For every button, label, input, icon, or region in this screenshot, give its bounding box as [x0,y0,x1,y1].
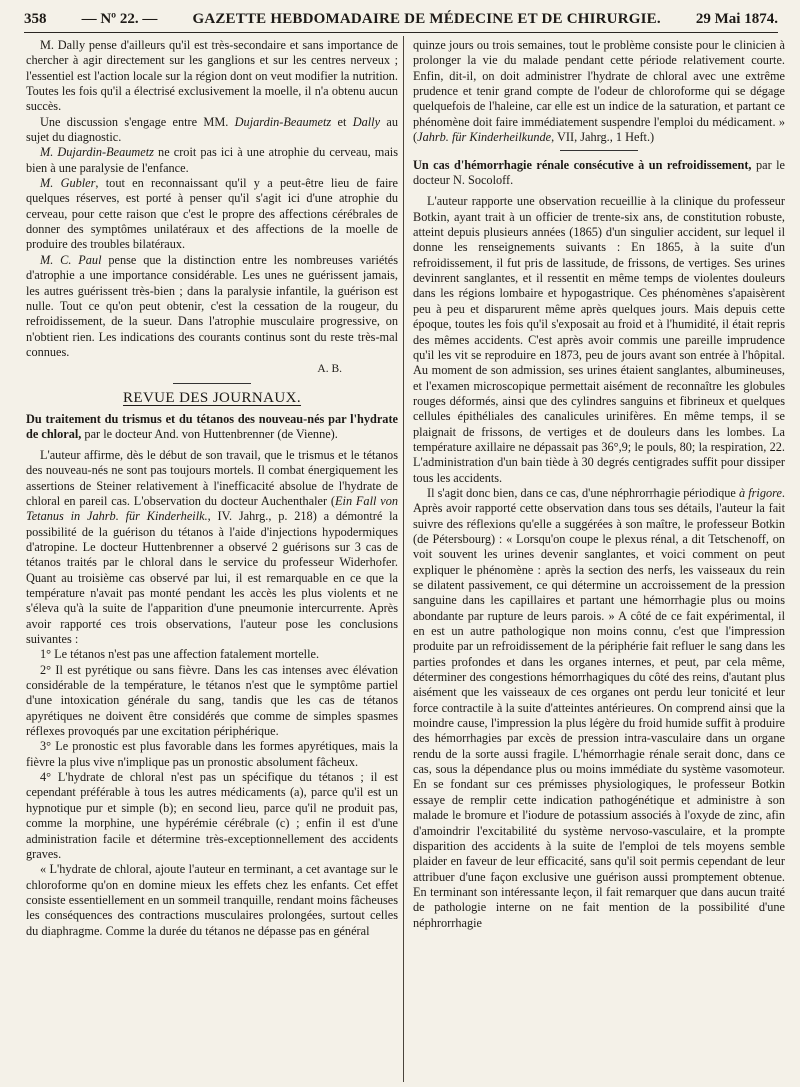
article-divider [560,150,638,151]
right-column [413,38,785,931]
paragraph: Il s'agit donc bien, dans ce cas, d'une néphrorrhagie périodique à frigore. Après avoir rapporté cette observation dans tous ses détails, l'auteur la fait suivre des réflexions qu'elle a suggérées à son maître, le professeur Botkin (de Pétersbourg) : « Lorsqu'on coupe le plexus rénal, a dit Tetschenoff, on voit souvent les urines devenir sanglantes, et voici comment on peut expliquer le phénomène : après la section des nerfs, les vaisseaux du rein se dilatent passivement, ce qui détermine un accroissement de la pression sanguine dans les capillaires et partant une hémorrhagie plus ou moins abondante par rupture de leurs parois. » A côté de ce fait expérimental, il en est un autre pathologique non moins connu, c'est que l'impression produite par un refroidissement de la périphérie fait refluer le sang dans les parties profondes et dans les organes internes, et peut, par cela même, déterminer des congestions hémorrhagiques du côté des reins, d'autant plus aisément que les vaisseaux de ces organes ont perdu leur tonicité et leur force contractile à la suite d'atteintes antérieures. On comprend ainsi que la moindre cause, l'impression la plus légère du froid humide suffit à produire des hémorrhagies par excès de pression intra-vasculaire dans un organe rendu de la sorte aussi fragile. L'hémorrhagie rénale serait donc, dans ce cas, sous la dépendance plus ou moins immédiate du système vasomoteur. En se fondant sur ces prémisses physiologiques, le professeur Botkin essaye de remplir cette indication pathogénétique et administre à son malade le bromure et l'iodure de potassium associés à l'oxyde de zinc, afin d'amoindrir l'excitabilité du système nervoso-vasculaire, et la prompte disparition des accidents à la suite de l'emploi de tels moyens semble plaider en faveur de leur efficacité, sans qu'il soit permis cependant de leur attribuer d'une façon exclusive une guérison aussi promptement obtenue. En terminant son intéressante leçon, il fait remarquer que dans aucun traité de pathologie interne on ne fait mention de la possibilité d'une néphrorrhagie [413,485,785,930]
conclusion-item: 2° Il est pyrétique ou sans fièvre. Dans les cas intenses avec élévation considérable de la température, le tétanos n'est que le symptôme partiel d'une intoxication générale du sang, tandis que les cas de tétanos apyrétiques ne doivent être considérés que comme de simples spasmes réflexes provoqués par une excitation périphérique. [26,662,398,739]
section-title: REVUE DES JOURNAUX. [122,389,302,406]
journal-title: GAZETTE HEBDOMADAIRE DE MÉDECINE ET DE CHIRURGIE. [192,10,661,27]
paragraph: M. Dujardin-Beaumetz ne croit pas ici à une atrophie du cerveau, mais bien à une paralysie de l'enfance. [26,145,398,175]
paragraph: L'auteur rapporte une observation recueillie à la clinique du professeur Botkin, ayant trait à un officier de trente-six ans, de constitution robuste, atteint depuis plusieurs années (1865) d'un singulier accident, sur lequel il donne les renseignements suivants : En 1865, à la suite d'un refroidissement, il fut pris de lassitude, de frissons, de vertiges. Ses urines devinrent sanglantes, et il ressentit en même temps de violentes douleurs dans les régions lombaire et hypogastrique. Ces phénomènes s'apaisèrent peu à peu et disparurent même après quelques jours. Mais depuis cette époque, toutes les fois qu'il s'exposait au froid et à l'humidité, il était repris des mêmes accidents. C'est après avoir commis une pareille imprudence qu'il les vit se reproduire en 1873, peu de jours avant son entrée à l'hôpital. Au moment de son admission, ses urines étaient sanglantes, albumineuses, et l'examen microscopique permettait aisément de reconnaître les globules rouges déformés, ainsi que des cylindres sanguins et fibrineux et quelques cellules épithéliales des canalicules urinifères. En même temps, il se plaignait de frissons, de vertiges et de douleurs dans les lombes. La température axillaire ne dépassait pas 36°,9; le pouls, 80; la respiration, 22. L'administration d'un bain tiède à 30 degrés centigrades suffit pour dissiper tous les accidents. [413,194,785,485]
paragraph: L'auteur affirme, dès le début de son travail, que le trismus et le tétanos des nouveau-nés ne sont pas toujours mortels. Il combat énergiquement les assertions de Steiner relativement à l'inefficacité absolue de l'hydrate de chloral en pareil cas. L'observation du docteur Auchenthaler (Ein Fall von Tetanus in Jahrb. für Kinderheilk., IV. Jahrg., p. 218) a démontré la possibilité de la guérison du tétanos à l'aide d'injections hypodermiques d'atropine. Le docteur Huttenbrenner a observé 2 guérisons sur 3 cas de tétanos traités par le chloral dans le service du professeur Widerhofer. Quant au troisième cas observé par lui, il est remarquable en ce que la température n'avait pas monté pendant les accès les plus violents et ne s'éleva qu'à la suite de l'apparition d'une pneumonie intercurrente. Après avoir rapporté ces trois observations, l'auteur pose les conclusions suivantes : [26,447,399,647]
paragraph: quinze jours ou trois semaines, tout le problème consiste pour le clinicien à prolonger la vie du malade pendant cette période relativement courte. Enfin, dit-il, on doit administrer l'hydrate de chloral avec une extrême prudence et tenir grand compte de l'odeur de chloroforme qui se dégage quelquefois de l'haleine, car elle est un indice de la saturation, et partant ce phénomène doit faire immédiatement suspendre l'emploi du médicament. » (Jahrb. für Kinderheilkunde, VII, Jahrg., 1 Heft.) [413,38,785,145]
paragraph: Une discussion s'engage entre MM. Dujardin-Beaumetz et Dally au sujet du diagnostic. [26,114,398,145]
column-divider [403,36,404,1082]
paragraph: M. C. Paul pense que la distinction entre les nombreuses variétés d'atrophie a une importance considérable. Les unes ne guérissent jamais, les autres guérissent très-bien ; dans la paralysie infantile, la guérison est nulle. Tout ce qu'on peut obtenir, c'est la cessation de la rougeur, du refroidissement, de la sueur. Dans l'atrophie musculaire progressive, on n'obtient rien. Les indications des courants continus sont du reste très-mal connues. [26,252,399,359]
conclusion-item: 3° Le pronostic est plus favorable dans les formes apyrétiques, mais la fièvre la plus vive n'implique pas un pronostic absolument fâcheux. [26,739,398,769]
issue-number: — Nº 22. — [81,10,158,27]
issue-date: 29 Mai 1874. [695,10,778,27]
left-column [26,38,398,939]
conclusion-item: 4° L'hydrate de chloral n'est pas un spécifique du tétanos ; il est cependant préférable à tous les autres médicaments (a), parce qu'il est un hypnotique pur et simple (b); en second lieu, parce qu'il ne produit pas, comme la morphine, une hypérémie cérébrale (c) ; enfin il est d'une administration facile et détermine très-exceptionnellement des accidents graves. [26,770,398,861]
paragraph: M. Dally pense d'ailleurs qu'il est très-secondaire et sans importance de chercher à agir directement sur les ganglions et sur les centres nerveux ; l'essentiel est l'action locale sur la région dont on veut modifier la nutrition. Toutes les fois qu'il a électrisé exclusivement la moelle, il n'a obtenu aucun succès. [26,38,398,114]
article-title: Du traitement du trismus et du tétanos des nouveau-nés par l'hydrate de chloral, par le docteur And. von Huttenbrenner (de Vienne). [26,411,398,441]
conclusion-item: 1° Le tétanos n'est pas une affection fatalement mortelle. [40,647,320,662]
section-divider [173,383,251,384]
page-number: 358 [24,10,47,27]
article-title: Un cas d'hémorrhagie rénale consécutive à un refroidissement, par le docteur N. Socoloff. [413,158,785,188]
conclusion-item: « L'hydrate de chloral, ajoute l'auteur en terminant, a cet avantage sur le chloroforme qu'on en domine mieux les effets chez les enfants. Cet effet consiste essentiellement en un sommeil tranquille, rendant moins fâcheuses les conséquences des contractions musculaires prolongées, surtout celles du diaphragme. Comme la durée du tétanos ne dépasse pas en général [26,862,398,938]
signature: A. B. [317,363,342,376]
paragraph: M. Gubler, tout en reconnaissant qu'il y a peut-être lieu de faire quelques réserves, est porté à penser qu'il s'agit ici d'une atrophie du cerveau, pour cette raison que c'est le propre des affections cérébrales de donner des symptômes unilatéraux et des affections de la moelle de produire des troubles bilatéraux. [26,176,398,252]
page-header [24,6,778,33]
